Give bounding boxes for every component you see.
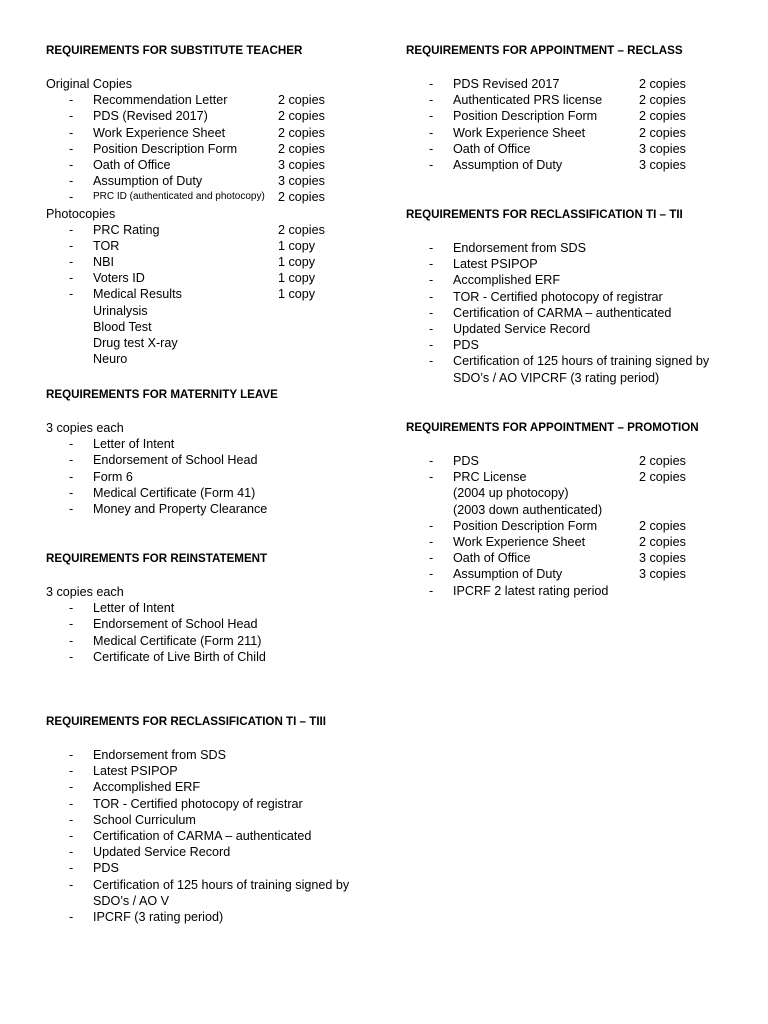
list-item: - Form 6 [69,469,133,484]
list-item: - Accomplished ERF [69,780,201,795]
section-reclassification-ti-tiii [46,714,376,925]
list-item: - Money and Property Clearance [69,501,268,516]
list-item: - Assumption of Duty 3 copies [429,157,686,172]
list-item: - Latest PSIPOP [69,764,178,779]
list-item: - Assumption of Duty 3 copies [69,174,325,189]
list-item: - Position Description Form 2 copies [69,141,325,156]
list-item: - Work Experience Sheet 2 copies [69,125,325,140]
list-photocopies [46,222,376,368]
list-item: - PRC ID (authenticated and photocopy) 2 copies [69,190,325,205]
list-item: - Certification of CARMA – authenticated [429,305,672,320]
list-item: - TOR - Certified photocopy of registrar [69,796,303,811]
list-item: - Oath of Office 3 copies [69,157,325,172]
section-heading: REQUIREMENTS FOR RECLASSIFICATION TI – TII [406,208,683,221]
list-item: - IPCRF (3 rating period) [69,909,224,924]
list-item: - PRC License 2 copies [429,470,686,485]
list-item: - IPCRF 2 latest rating period [429,583,609,598]
section-heading: REQUIREMENTS FOR REINSTATEMENT [46,552,268,565]
list-item: - PRC Rating 2 copies [69,222,325,237]
list-item: - Latest PSIPOP [429,257,538,272]
list-item: - Endorsement from SDS [429,241,586,255]
list-item: - Letter of Intent [69,601,175,616]
medical-sub-item: Drug test X-ray [93,336,178,351]
list-item: - Position Description Form 2 copies [429,109,686,124]
list-item: - Authenticated PRS license 2 copies [429,93,686,108]
list-item: - PDS 2 copies [429,454,686,468]
list-item: - Medical Results 1 copy [69,287,316,302]
section-heading: REQUIREMENTS FOR RECLASSIFICATION TI – TIII [46,715,326,728]
subheading-photocopies: Photocopies [46,206,116,221]
list-item: - PDS [429,338,479,353]
section-heading: REQUIREMENTS FOR MATERNITY LEAVE [46,388,278,401]
list-item: - Medical Certificate (Form 41) [69,485,256,500]
list-original-copies [46,92,376,205]
list-item: - School Curriculum [69,812,196,827]
list-item: - Certificate of Live Birth of Child [69,649,266,664]
list-item: - Voters ID 1 copy [69,271,316,286]
list-item: - Endorsement of School Head [69,617,258,632]
list-item: - Medical Certificate (Form 211) [69,633,262,648]
section-reinstatement [46,551,376,665]
section-substitute-teacher [46,43,376,367]
section-appointment-promotion [406,420,746,599]
list-item: - Certification of CARMA – authenticated [69,828,312,843]
list-item: - Work Experience Sheet 2 copies [429,125,686,140]
list-item: - Endorsement of School Head [69,453,258,468]
section-maternity-leave [46,387,376,517]
list-item: - PDS (Revised 2017) 2 copies [69,109,325,124]
list-item: - Certification of 125 hours of training signed by SDO’s / AO V [69,877,350,908]
section-heading: REQUIREMENTS FOR APPOINTMENT – PROMOTION [406,421,699,434]
list-item: - Updated Service Record [69,845,231,860]
list-item: - Endorsement from SDS [69,748,226,762]
list-item: - PDS [69,861,119,876]
list-item: - PDS Revised 2017 2 copies [429,77,686,91]
list-item: - Oath of Office 3 copies [429,141,686,156]
prc-note: (2003 down authenticated) [453,502,603,517]
section-heading: REQUIREMENTS FOR APPOINTMENT – RECLASS [406,44,683,57]
section-intro: 3 copies each [46,585,124,599]
list-item: - Oath of Office 3 copies [429,551,686,566]
medical-sub-item: Neuro [93,352,128,367]
list-item: - Certification of 125 hours of training signed by SDO’s / AO VIPCRF (3 rating period) [429,354,710,385]
list-item: - TOR - Certified photocopy of registrar [429,289,663,304]
section-reclassification-ti-tii [406,207,746,386]
list-item: - Letter of Intent [69,437,175,452]
list-item: - NBI 1 copy [69,255,316,270]
section-appointment-reclass [406,43,746,173]
list-item: - Recommendation Letter 2 copies [69,93,325,108]
section-intro: 3 copies each [46,421,124,435]
medical-sub-item: Blood Test [93,319,152,334]
prc-note: (2004 up photocopy) [453,486,569,501]
subheading-original-copies: Original Copies [46,77,133,91]
list-item: - TOR 1 copy [69,238,316,253]
list-item: - Assumption of Duty 3 copies [429,567,686,582]
list-item: - Position Description Form 2 copies [429,518,686,533]
list-item: - Work Experience Sheet 2 copies [429,534,686,549]
list-item: - Accomplished ERF [429,273,561,288]
medical-sub-item: Urinalysis [93,303,148,318]
list-item: - Updated Service Record [429,321,591,336]
section-heading: REQUIREMENTS FOR SUBSTITUTE TEACHER [46,44,303,57]
